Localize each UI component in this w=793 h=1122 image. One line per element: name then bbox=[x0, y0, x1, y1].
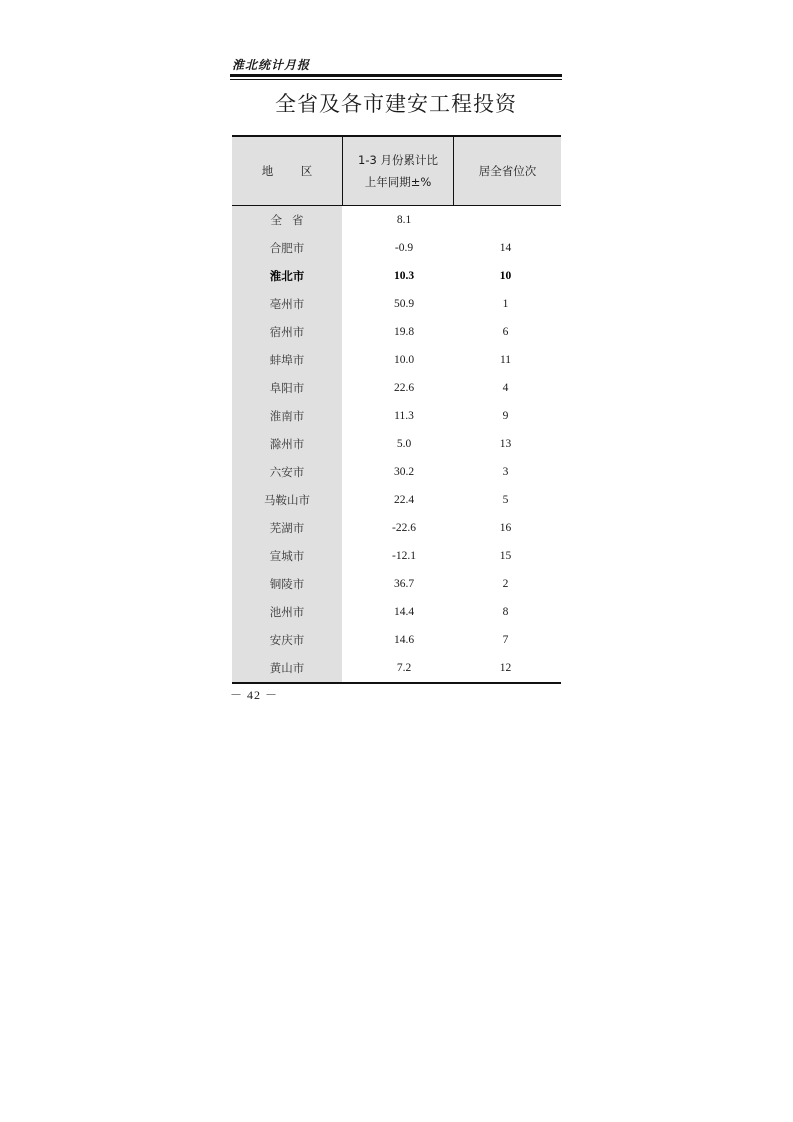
table-row bbox=[232, 206, 561, 234]
value-cell: 5.0 bbox=[396, 438, 412, 450]
rank-cell: 6 bbox=[502, 326, 509, 338]
header-region bbox=[232, 137, 342, 205]
rank-cell: 11 bbox=[499, 354, 512, 366]
table-row bbox=[232, 458, 561, 486]
table-row bbox=[232, 290, 561, 318]
rank-cell: 12 bbox=[499, 662, 512, 674]
region-cell: 蚌埠市 bbox=[232, 346, 342, 374]
value-cell: 7.2 bbox=[396, 662, 412, 674]
rank-cell bbox=[452, 206, 559, 234]
value-cell: 14.6 bbox=[393, 634, 415, 646]
table-row bbox=[232, 346, 561, 374]
table-row bbox=[232, 402, 561, 430]
value-cell: -12.1 bbox=[392, 550, 416, 562]
table-row bbox=[232, 374, 561, 402]
table-row bbox=[232, 598, 561, 626]
table-body bbox=[232, 206, 561, 682]
table-row bbox=[232, 514, 561, 542]
table-row bbox=[232, 654, 561, 682]
table-header bbox=[232, 137, 561, 206]
rank-cell: 14 bbox=[499, 242, 512, 254]
header-rule-thin bbox=[230, 79, 562, 80]
rank-cell: 7 bbox=[502, 634, 509, 646]
region-cell: 淮南市 bbox=[232, 402, 342, 430]
value-cell: -22.6 bbox=[392, 522, 416, 534]
rank-cell: 4 bbox=[502, 382, 509, 394]
region-cell: 铜陵市 bbox=[232, 570, 342, 598]
region-cell: 宣城市 bbox=[232, 542, 342, 570]
rank-cell: 13 bbox=[499, 438, 512, 450]
rank-cell: 9 bbox=[502, 410, 509, 422]
region-cell: 安庆市 bbox=[232, 626, 342, 654]
value-cell: 36.7 bbox=[393, 578, 415, 590]
publication-title: 淮北统计月报 bbox=[232, 58, 311, 72]
table-row bbox=[232, 626, 561, 654]
page-title: 全省及各市建安工程投资 bbox=[275, 92, 517, 116]
rank-cell: 5 bbox=[502, 494, 509, 506]
region-cell: 六安市 bbox=[232, 458, 342, 486]
region-cell: 宿州市 bbox=[232, 318, 342, 346]
region-cell: 芜湖市 bbox=[232, 514, 342, 542]
region-cell: 淮北市 bbox=[232, 262, 342, 290]
region-cell: 池州市 bbox=[232, 598, 342, 626]
rank-cell: 10 bbox=[499, 270, 512, 282]
value-cell: 10.0 bbox=[393, 354, 415, 366]
value-cell: 11.3 bbox=[394, 410, 414, 422]
rank-cell: 8 bbox=[502, 606, 509, 618]
rank-cell: 15 bbox=[499, 550, 512, 562]
region-cell: 黄山市 bbox=[232, 654, 342, 682]
header-region-label: 地 区 bbox=[261, 164, 321, 178]
value-cell: 19.8 bbox=[393, 326, 415, 338]
table-row bbox=[232, 486, 561, 514]
region-cell: 全省 bbox=[232, 206, 342, 234]
header-rank: 居全省位次 bbox=[478, 164, 537, 178]
value-cell: 22.4 bbox=[393, 494, 415, 506]
region-cell: 滁州市 bbox=[232, 430, 342, 458]
header-value-line1: 1-3 月份累计比 bbox=[358, 153, 438, 167]
header-value bbox=[342, 137, 454, 205]
region-cell: 马鞍山市 bbox=[232, 486, 342, 514]
table-row bbox=[232, 318, 561, 346]
table-row bbox=[232, 570, 561, 598]
table-row bbox=[232, 430, 561, 458]
value-cell: 50.9 bbox=[393, 298, 415, 310]
rank-cell: 1 bbox=[502, 298, 509, 310]
value-cell: 10.3 bbox=[393, 270, 415, 282]
header-value-line2: 上年同期±% bbox=[364, 175, 432, 189]
value-cell: 14.4 bbox=[393, 606, 415, 618]
value-cell: 8.1 bbox=[396, 214, 412, 226]
header-rule-thick bbox=[230, 74, 562, 77]
rank-cell: 16 bbox=[499, 522, 512, 534]
page-number: － 42 － bbox=[230, 688, 279, 702]
table-row bbox=[232, 234, 561, 262]
rank-cell: 2 bbox=[502, 578, 509, 590]
region-cell: 合肥市 bbox=[232, 234, 342, 262]
investment-table bbox=[232, 135, 561, 684]
table-row bbox=[232, 542, 561, 570]
value-cell: -0.9 bbox=[394, 242, 414, 254]
region-cell: 亳州市 bbox=[232, 290, 342, 318]
value-cell: 22.6 bbox=[393, 382, 415, 394]
table-row bbox=[232, 262, 561, 290]
region-cell: 阜阳市 bbox=[232, 374, 342, 402]
value-cell: 30.2 bbox=[393, 466, 415, 478]
rank-cell: 3 bbox=[502, 466, 509, 478]
